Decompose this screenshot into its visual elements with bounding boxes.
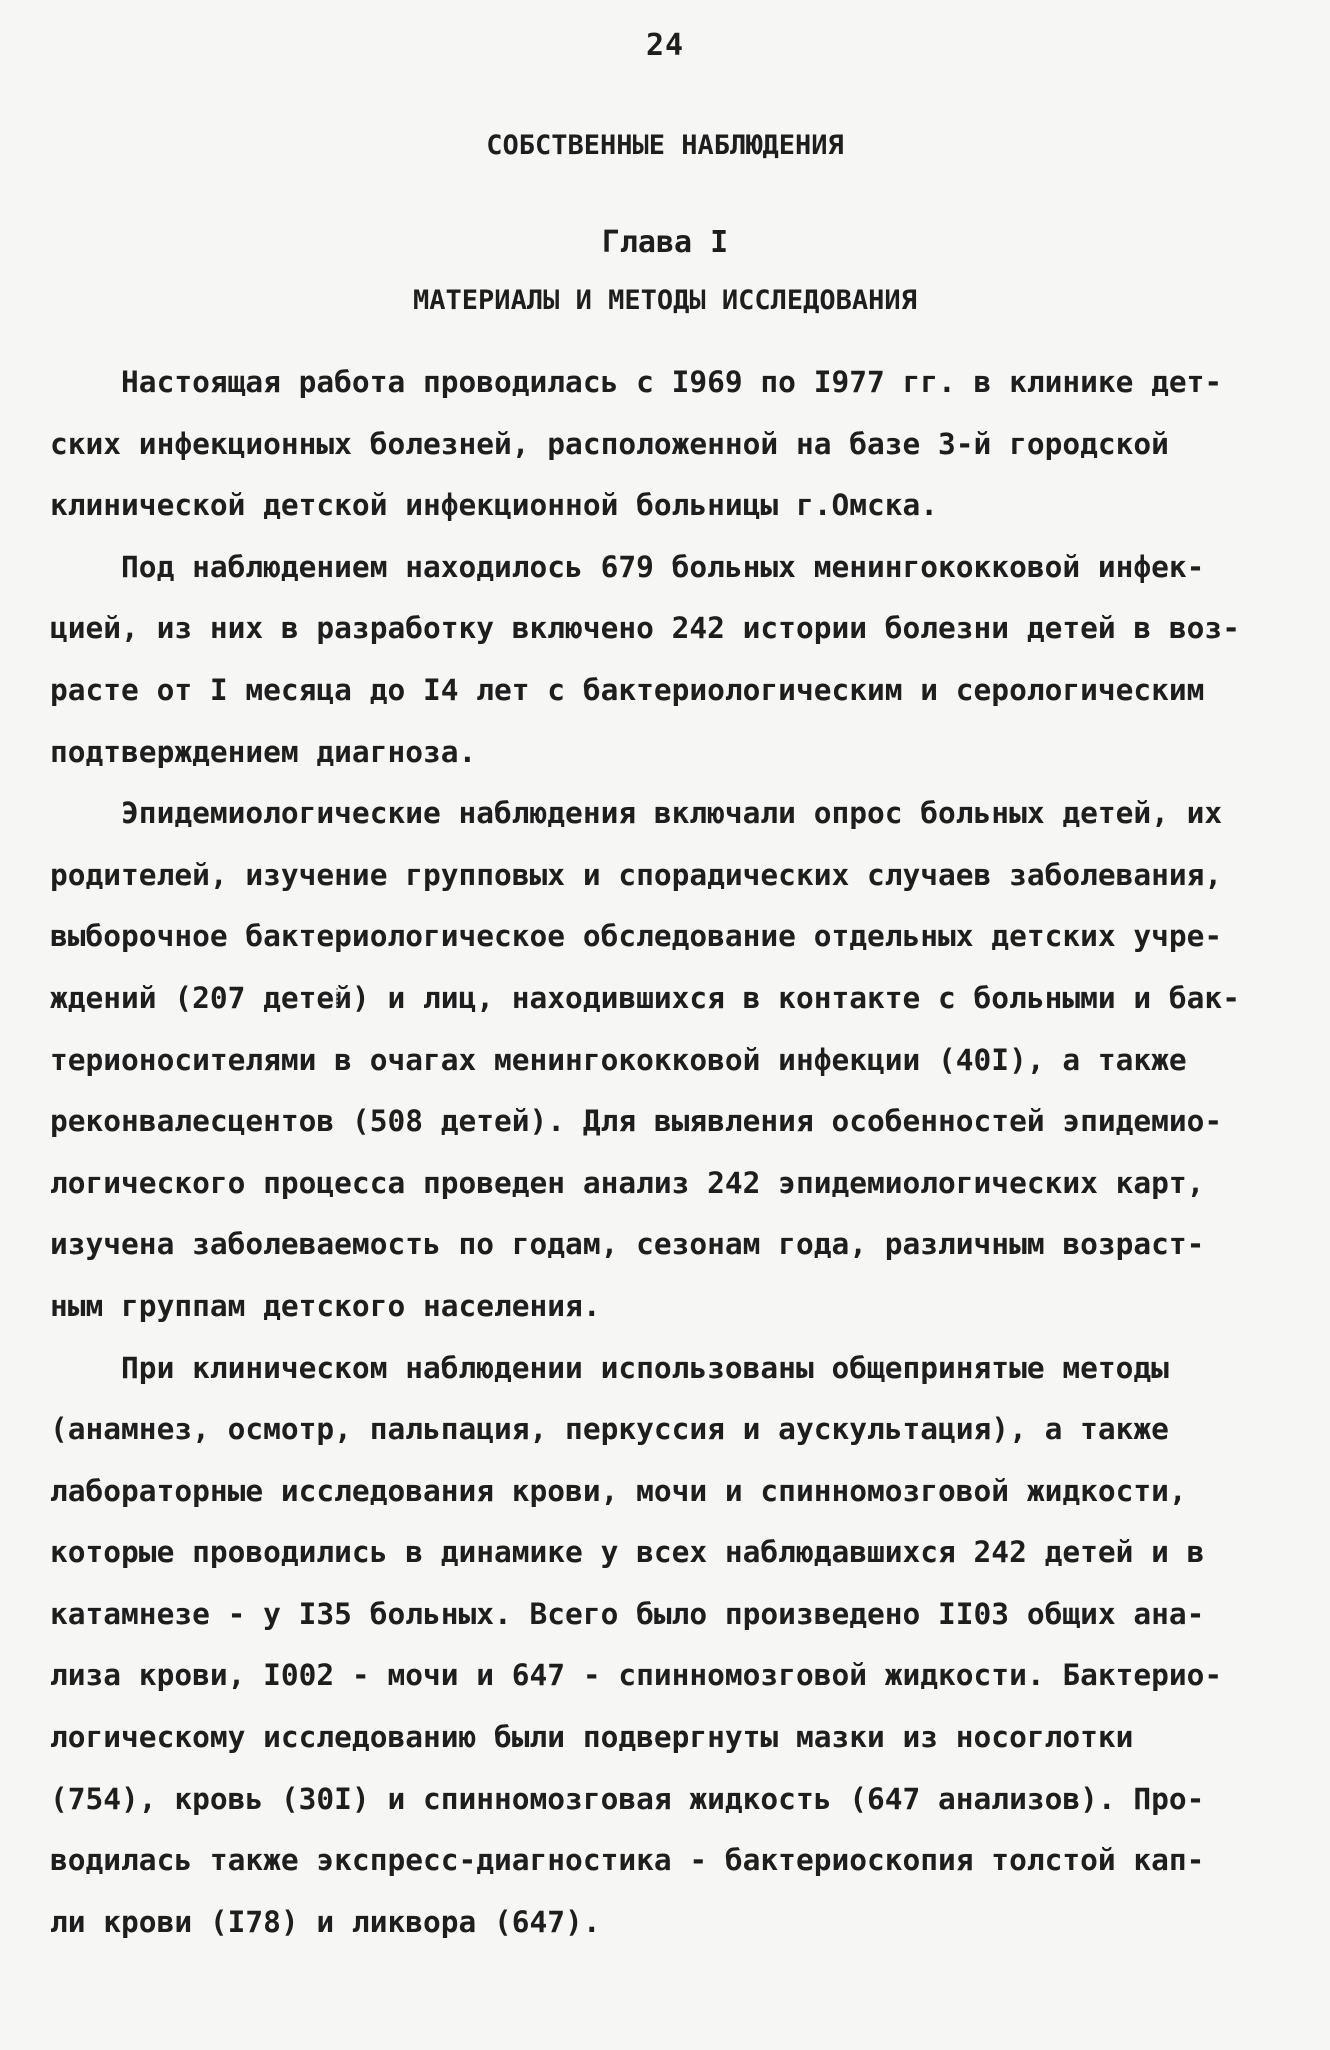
page-number: 24: [645, 28, 685, 63]
text-line: логического процесса проведен анализ 242 эпидемиологических карт,: [50, 1165, 1205, 1200]
text-line: водилась также экспресс-диагностика - бактериоскопия толстой кап-: [50, 1843, 1205, 1878]
text-line: Под наблюдением находилось 679 больных менингококковой инфек-: [50, 549, 1205, 584]
text-line: (анамнез, осмотр, пальпация, перкуссия и аускультация), а также: [50, 1412, 1169, 1447]
text-line: лиза крови, I002 - мочи и 647 - спинномозговой жидкости. Бактерио-: [50, 1658, 1223, 1693]
text-line: логическому исследованию были подвергнуты мазки из носоглотки: [50, 1720, 1134, 1755]
ink-speck: [336, 988, 342, 1006]
text-line: выборочное бактериологическое обследование отдельных детских учре-: [50, 919, 1223, 954]
text-line: родителей, изучение групповых и спорадических случаев заболевания,: [50, 857, 1223, 892]
text-line: которые проводились в динамике у всех наблюдавшихся 242 детей и в: [50, 1535, 1205, 1570]
text-line: ждений (207 детей) и лиц, находившихся в контакте с больными и бак-: [50, 980, 1240, 1015]
text-line: изучена заболеваемость по годам, сезонам года, различным возраст-: [50, 1227, 1205, 1262]
text-line: цией, из них в разработку включено 242 истории болезни детей в воз-: [50, 611, 1240, 646]
section-heading: СОБСТВЕННЫЕ НАБЛЮДЕНИЯ: [486, 130, 844, 161]
text-line: Настоящая работа проводилась с I969 по I977 гг. в клинике дет-: [50, 365, 1223, 399]
chapter-title: МАТЕРИАЛЫ И МЕТОДЫ ИССЛЕДОВАНИЯ: [413, 285, 917, 316]
text-line: расте от I месяца до I4 лет с бактериологическим и серологическим: [50, 672, 1205, 707]
text-line: ли крови (I78) и ликвора (647).: [50, 1904, 601, 1939]
text-line: терионосителями в очагах менингококковой инфекции (40I), а также: [50, 1042, 1187, 1077]
text-line: При клиническом наблюдении использованы общепринятые методы: [50, 1350, 1169, 1385]
text-line: реконвалесцентов (508 детей). Для выявления особенностей эпидемио-: [50, 1104, 1223, 1139]
text-line: подтверждением диагноза.: [50, 734, 477, 769]
text-line: лабораторные исследования крови, мочи и спинномозговой жидкости,: [50, 1473, 1187, 1508]
text-line: (754), кровь (30I) и спинномозговая жидкость (647 анализов). Про-: [50, 1781, 1205, 1816]
text-line: клинической детской инфекционной больницы г.Омска.: [50, 488, 939, 523]
body-text: [50, 352, 1280, 1953]
chapter-label: Глава I: [601, 225, 729, 260]
text-line: ских инфекционных болезней, расположенной на базе 3-й городской: [50, 426, 1169, 461]
text-line: катамнезе - у I35 больных. Всего было произведено II03 общих ана-: [50, 1596, 1205, 1631]
text-line: ным группам детского населения.: [50, 1288, 601, 1323]
text-line: Эпидемиологические наблюдения включали опрос больных детей, их: [50, 796, 1223, 831]
